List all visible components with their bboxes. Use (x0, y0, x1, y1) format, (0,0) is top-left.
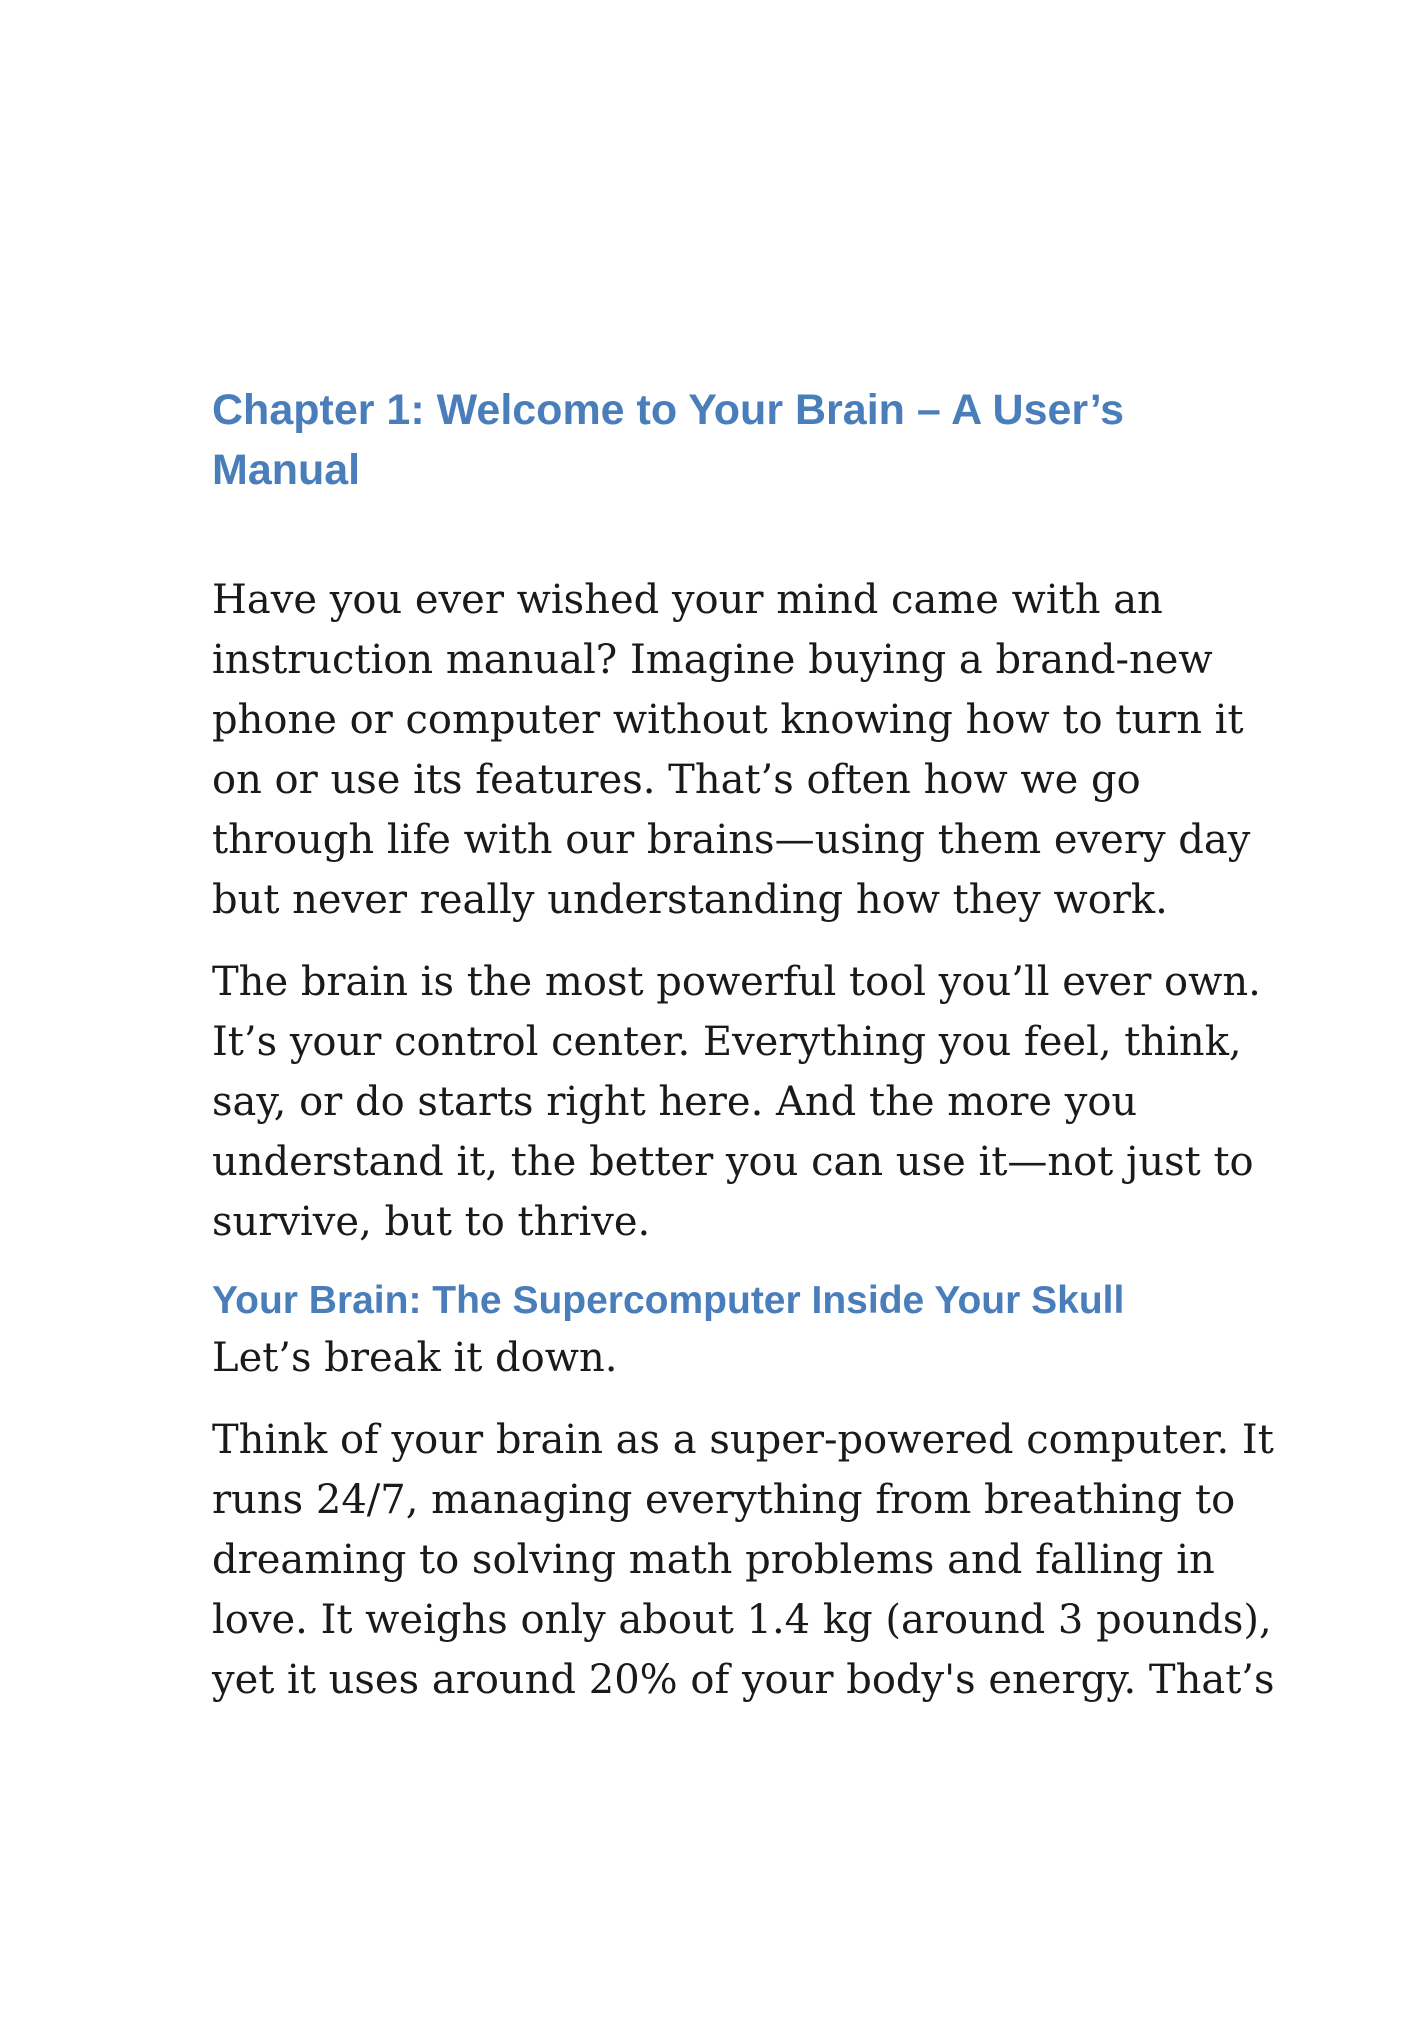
paragraph-line: Let’s break it down. (212, 1335, 618, 1381)
chapter-title-line: Manual (212, 446, 361, 494)
chapter-title-line: Chapter 1: Welcome to Your Brain – A User’s (212, 386, 1125, 434)
paragraph-line: The brain is the most powerful tool you’ll ever own. (212, 959, 1261, 1005)
section-subheading: Your Brain: The Supercomputer Inside Your Skull (212, 1279, 1125, 1322)
paragraph-intro (212, 570, 1251, 930)
paragraph-line: on or use its features. That’s often how we go (212, 757, 1141, 803)
paragraph-line: Have you ever wished your mind came with an (212, 577, 1163, 623)
paragraph-line: understand it, the better you can use it—not just to (212, 1139, 1254, 1185)
paragraph-line: dreaming to solving math problems and falling in (212, 1537, 1215, 1583)
chapter-title (212, 380, 1228, 500)
paragraph-line: runs 24/7, managing everything from breathing to (212, 1477, 1236, 1523)
paragraph-line: love. It weighs only about 1.4 kg (around 3 pounds), (212, 1597, 1272, 1643)
paragraph-line: phone or computer without knowing how to turn it (212, 697, 1244, 743)
paragraph-line: instruction manual? Imagine buying a brand-new (212, 637, 1213, 683)
paragraph-line: Think of your brain as a super-powered computer. It (212, 1417, 1274, 1463)
paragraph-line: but never really understanding how they work. (212, 877, 1168, 923)
paragraph-line: yet it uses around 20% of your body's energy. That’s (212, 1657, 1275, 1703)
paragraph-control-center (212, 952, 1261, 1252)
page-content (212, 380, 1275, 1732)
paragraph-line: say, or do starts right here. And the more you (212, 1079, 1138, 1125)
paragraph-line: survive, but to thrive. (212, 1199, 651, 1245)
paragraph-line: through life with our brains—using them every day (212, 817, 1251, 863)
paragraph-supercomputer (212, 1410, 1275, 1710)
paragraph-break-it-down (212, 1328, 1228, 1388)
paragraph-line: It’s your control center. Everything you feel, think, (212, 1019, 1242, 1065)
